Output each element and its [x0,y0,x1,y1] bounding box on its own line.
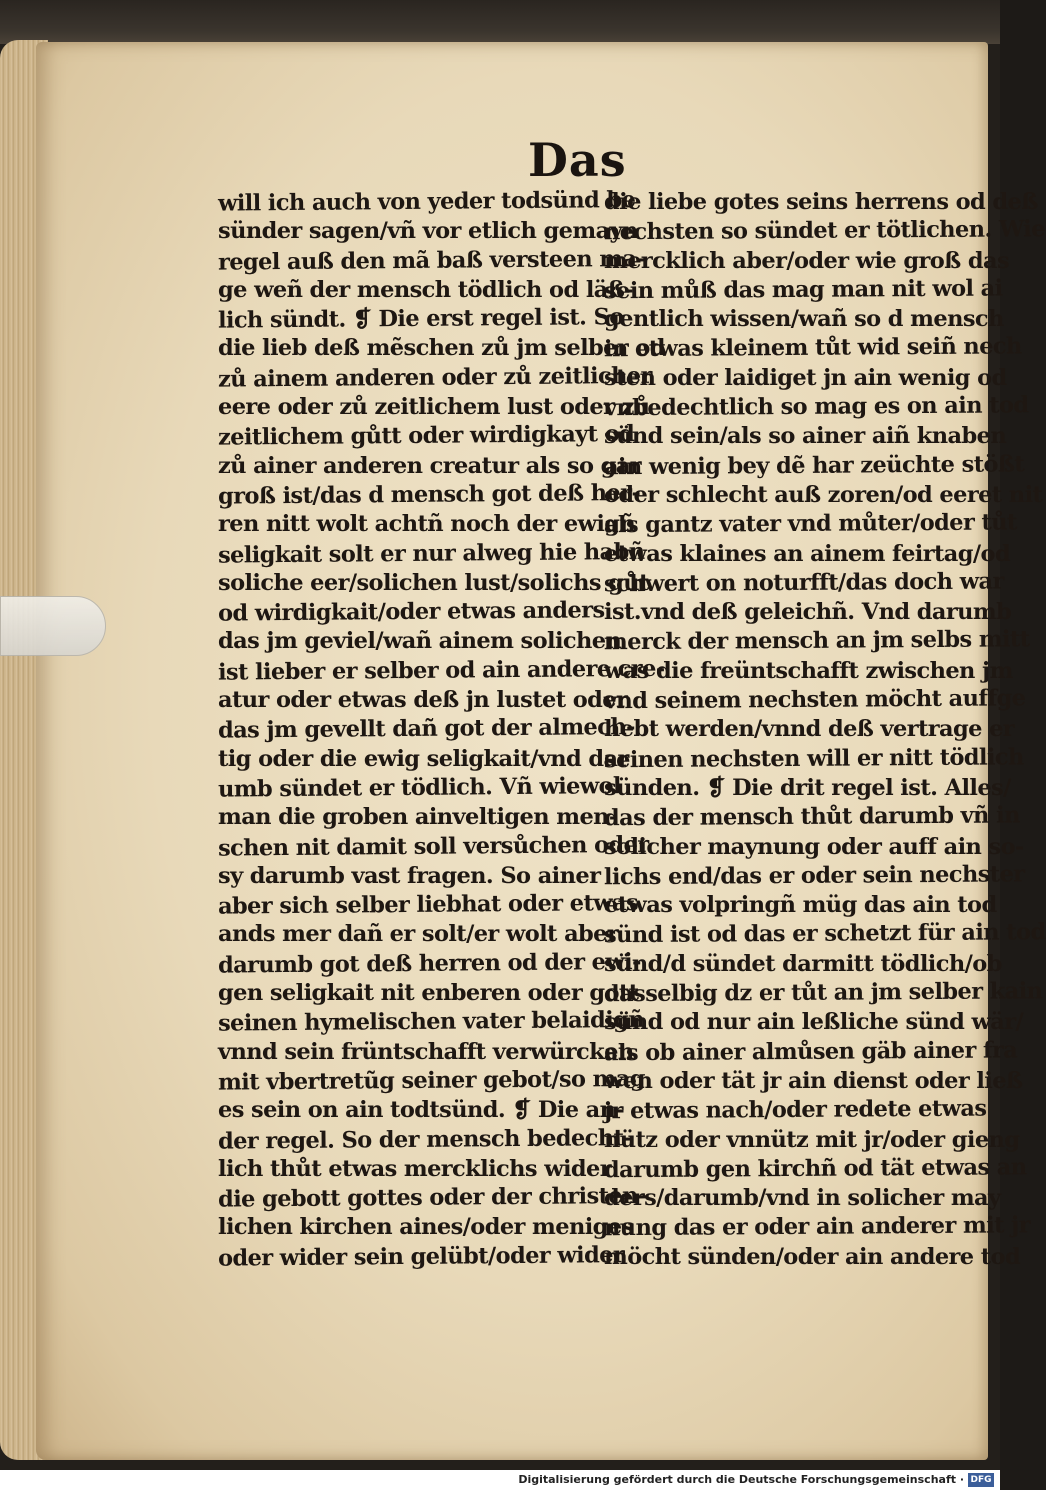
text-line: etwas klaines an ainem feirtag/od [604,540,1011,567]
digitization-footer [0,1470,1000,1490]
text-line: als ob ainer almůsen gäb ainer fra [603,1036,1018,1066]
text-line: es sein on ain todtsünd. ❡ Die an- [218,1097,625,1124]
text-line: möcht sünden/oder ain andere tod [604,1243,1021,1270]
text-line: soliche eer/solichen lust/solichs gůt [218,569,649,596]
text-line: etwas volpringñ müg das ain tod [604,892,997,919]
text-line: ders/darumb/vnd in solicher may [604,1185,1001,1212]
text-line: sünd ist od das er schetzt für ain tod [603,919,1046,949]
text-line: nütz oder vnnütz mit jr/oder gieng [604,1126,1020,1153]
text-line: regel auß den mã baß versteen ma- [217,245,646,276]
text-line: zů ainer anderen creatur als so gar [218,452,641,479]
text-line: eere oder zů zeitlichem lust oder zů [218,394,650,421]
text-line: sünd sein/als so ainer aiñ knaben [604,423,1007,450]
text-line: tig oder die ewig seligkait/vnd dar [218,745,629,772]
text-line: das der mensch thůt darumb vñ in [603,802,1020,832]
bleed-through-text [640,132,960,172]
text-line: in etwas kleinem tůt wid seiñ nech [603,333,1022,363]
text-line: vnnd sein früntschafft verwürcken [218,1038,634,1065]
text-line: nung das er oder ain anderer mit jr [603,1212,1031,1242]
text-line: mercklich aber/oder wie groß das [604,247,1010,274]
text-line: mit vbertretũg seiner gebot/so mag [217,1065,646,1096]
dfg-logo-icon: DFG [968,1473,994,1487]
text-line: seligkait solt er nur alweg hie habñ [217,538,645,569]
text-line: ands mer dañ er solt/er wolt aber [218,921,619,948]
text-line: zeitlichem gůtt oder wirdigkayt od [217,421,635,452]
text-line: das jm geviel/wañ ainem solichen [218,628,622,655]
right-text-column [603,188,1046,1270]
text-line: sünden. ❡ Die drit regel ist. Alles/ [604,774,1011,801]
text-line: was die freüntschafft zwischen jm [604,657,1013,684]
text-line: vnd seinem nechsten möcht auffge [603,685,1026,715]
text-line: will ich auch von yeder todsünd be [217,186,636,217]
left-text-column [217,186,665,1272]
text-line: jr etwas nach/oder redete etwas [603,1095,987,1125]
text-line: oder wider sein gelübt/oder wider [217,1241,625,1272]
text-line: gen seligkait nit enberen oder gott [218,980,639,1007]
text-line: ren nitt wolt achtñ noch der ewigñ [218,511,636,538]
text-line: ge weñ der mensch tödlich od läß- [218,276,633,303]
text-line: zů ainem anderen oder zů zeitlicher [217,362,652,393]
text-line: aber sich selber liebhat oder etwas [217,890,639,920]
text-line: oder schlecht auß zoren/od eeret nit [604,481,1043,508]
text-line: solicher maynung oder auff ain so- [604,833,1024,860]
text-line: lich sündt. ❡ Die erst regel ist. So [217,304,624,334]
text-line: seinen nechsten will er nitt tödlich [603,743,1024,773]
text-line: seinen hymelischen vater belaidigñ [217,1007,645,1037]
text-line: man die groben ainveltigen men- [218,804,618,831]
text-line: die liebe gotes seins herrens od deß [604,189,1038,215]
text-line: der regel. So der mensch bedecht- [217,1124,633,1155]
text-line: die gebott gottes oder der christen- [217,1182,647,1213]
text-line: vnbedechtlich so mag es on ain tod [603,392,1029,422]
text-line: dasselbig dz er tůt an jm selber kain [603,978,1043,1008]
text-line: sünd od nur ain leßliche sünd wär/ [604,1009,1024,1036]
text-line: umb sündet er tödlich. Vñ wiewol [217,773,622,803]
text-line: od wirdigkait/oder etwas anders [217,597,605,627]
text-line: sy darumb vast fragen. So ainer [218,862,601,889]
text-line: das jm gevellt dañ got der almech- [217,714,635,744]
text-line: merck der mensch an jm selbs mitt [603,626,1030,656]
page-header: Das [528,133,627,187]
text-line: sünd/d sündet darmitt tödlich/ob [604,950,1002,977]
text-line: lichen kirchen aines/oder meniges [218,1214,634,1241]
text-line: groß ist/das d mensch got deß her- [217,479,641,510]
bookmark-clip [0,596,106,656]
text-line: atur oder etwas deß jn lustet oder [218,687,628,714]
text-line: sten oder laidiget jn ain wenig od [604,364,1007,391]
text-line: sein můß das mag man nit wol ai [603,275,1003,305]
text-line: lichs end/das er oder sein nechster [603,861,1025,891]
text-line: die lieb deß mẽschen zů jm selber od [218,335,665,362]
text-line: ist lieber er selber od ain andere cre- [217,655,665,686]
footer-credit: Digitalisierung gefördert durch die Deutsche Forschungsgemeinschaft · [518,1473,964,1486]
text-line: nechsten so sündet er tötlichen. Wie [603,216,1045,246]
text-line: darumb got deß herren od der ewi- [217,948,641,979]
text-line: als gantz vater vnd můter/oder tůt [603,509,1017,539]
text-line: hebt werden/vnnd deß vertrage er [604,716,1015,743]
text-line: wen oder tät jr ain dienst oder ließ [604,1067,1023,1094]
text-line: lich thůt etwas mercklichs wider [218,1155,612,1182]
book-cover-edge [0,0,1000,44]
text-line: schwert on noturfft/das doch war [603,568,1004,598]
text-line: schen nit damit soll versůchen oder [217,831,649,862]
text-line: sünder sagen/vñ vor etlich gemayn [218,218,638,245]
text-line: ist.vnd deß geleichñ. Vnd darumb [604,599,1012,626]
text-line: ain wenig bey dẽ har zeüchte stößt [603,451,1025,480]
text-line: darumb gen kirchñ od tät etwas an [603,1154,1027,1184]
text-line: gentlich wissen/wañ so d mensch [604,306,1004,333]
